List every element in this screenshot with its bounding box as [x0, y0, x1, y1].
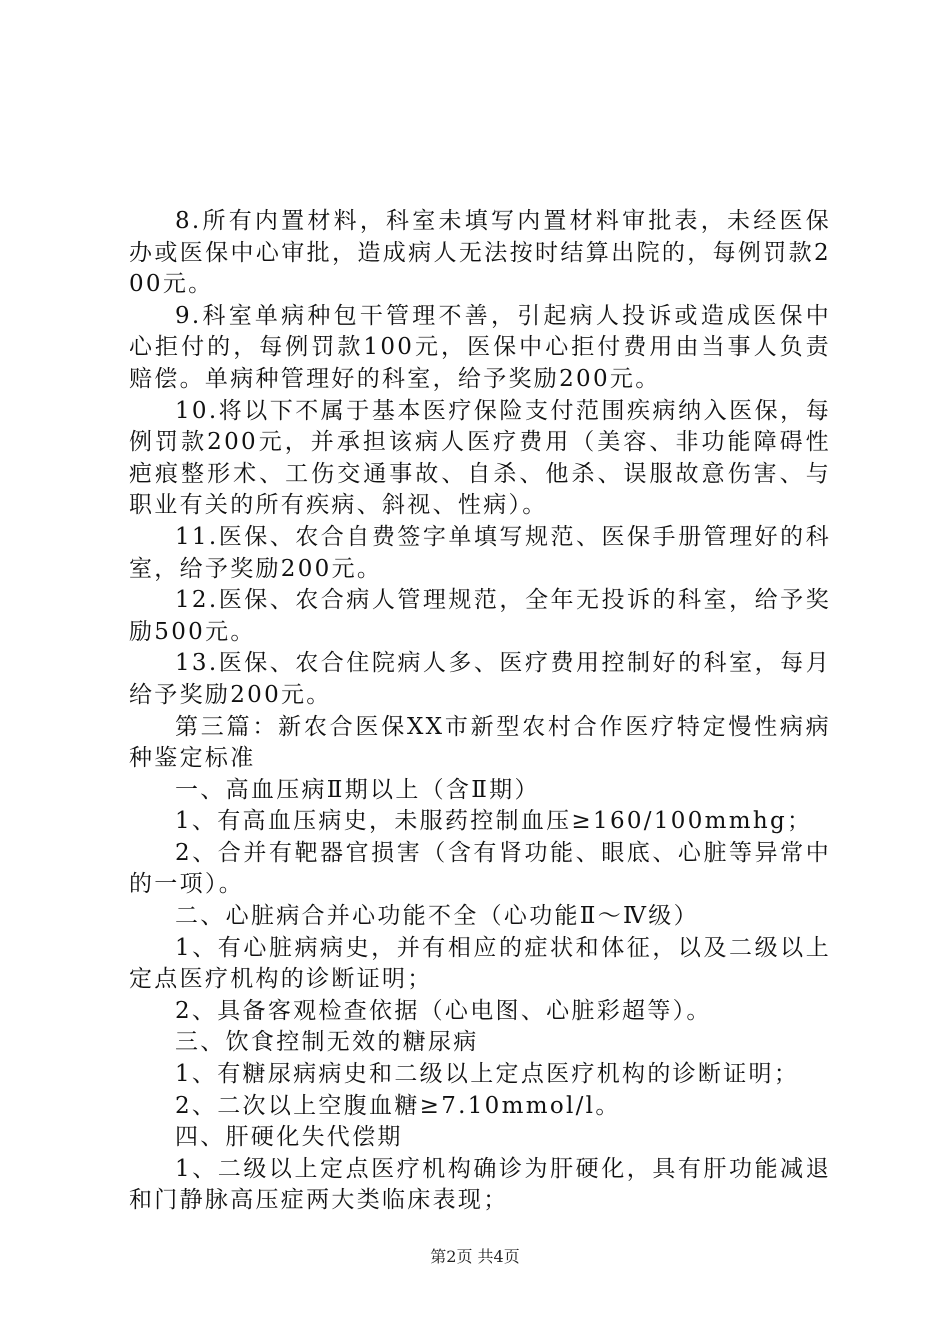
criterion-cirrhosis-1: 1、二级以上定点医疗机构确诊为肝硬化，具有肝功能减退和门静脉高压症两大类临床表现；	[129, 1155, 831, 1214]
paragraph-item-12: 12.医保、农合病人管理规范，全年无投诉的科室，给予奖励500元。	[129, 587, 831, 645]
criterion-diabetes-1: 1、有糖尿病病史和二级以上定点医疗机构的诊断证明；	[175, 1061, 800, 1088]
paragraph-item-9: 9.科室单病种包干管理不善，引起病人投诉或造成医保中心拒付的，每例罚款100元，医保中心拒付费用由当事人负责赔偿。单病种管理好的科室，给予奖励200元。	[129, 302, 831, 392]
criterion-heart-1: 1、有心脏病病史，并有相应的症状和体征，以及二级以上定点医疗机构的诊断证明；	[129, 934, 831, 993]
heading-heart-disease: 二、心脏病合并心功能不全（心功能Ⅱ～Ⅳ级）	[175, 903, 699, 930]
criterion-diabetes-2: 2、二次以上空腹血糖≥7.10mmol/l。	[175, 1092, 621, 1119]
paragraph-item-13: 13.医保、农合住院病人多、医疗费用控制好的科室，每月给予奖励200元。	[129, 650, 831, 708]
heading-cirrhosis: 四、肝硬化失代偿期	[175, 1124, 403, 1151]
heading-hypertension: 一、高血压病Ⅱ期以上（含Ⅱ期）	[175, 776, 540, 803]
criterion-hypertension-2: 2、合并有靶器官损害（含有肾功能、眼底、心脏等异常中的一项）。	[129, 839, 831, 898]
paragraph-item-11: 11.医保、农合自费签字单填写规范、医保手册管理好的科室，给予奖励200元。	[129, 523, 831, 582]
paragraph-item-8: 8.所有内置材料，科室未填写内置材料审批表，未经医保办或医保中心审批，造成病人无法按时结算出院的，每例罚款200元。	[129, 208, 831, 298]
document-body	[129, 206, 831, 1217]
criterion-hypertension-1: 1、有高血压病史，未服药控制血压≥160/100mmhg；	[175, 808, 813, 835]
paragraph-item-10: 10.将以下不属于基本医疗保险支付范围疾病纳入医保，每例罚款200元，并承担该病人医疗费用（美容、非功能障碍性疤痕整形术、工伤交通事故、自杀、他杀、误服故意伤害、与职业有关的所有疾病、斜视、性病）。	[129, 397, 831, 519]
section-title: 第三篇：新农合医保XX市新型农村合作医疗特定慢性病病种鉴定标准	[129, 713, 831, 772]
criterion-heart-2: 2、具备客观检查依据（心电图、心脏彩超等）。	[175, 997, 712, 1024]
page-number-footer: 第2页 共4页	[430, 1247, 520, 1266]
heading-diabetes: 三、饮食控制无效的糖尿病	[175, 1029, 479, 1056]
